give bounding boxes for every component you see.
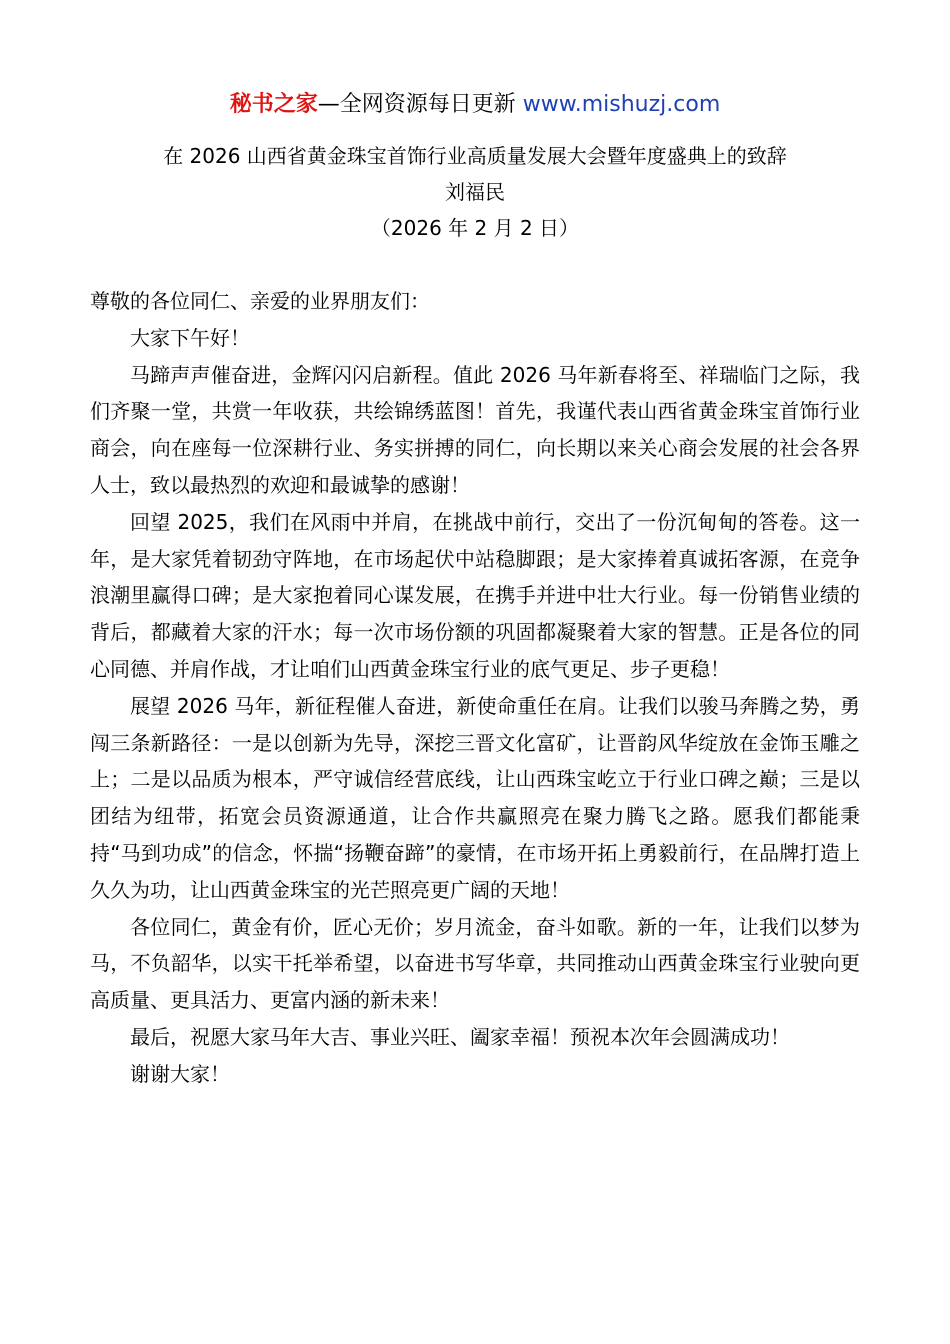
brand-name: 秘书之家 bbox=[229, 92, 318, 117]
speech-date: （2026 年 2 月 2 日） bbox=[370, 216, 580, 240]
paragraph-call-to-action: 各位同仁，黄金有价，匠心无价；岁月流金，奋斗如歌。新的一年，让我们以梦为马，不负韶华，以实干托举希望，以奋进书写华章，共同推动山西黄金珠宝行业驶向更高质量、更具活力、更富内涵的新未来！ bbox=[90, 914, 860, 1013]
paragraph-wishes: 最后，祝愿大家马年大吉、事业兴旺、阖家幸福！预祝本次年会圆满成功！ bbox=[130, 1024, 790, 1049]
document-title: 在 2026 山西省黄金珠宝首饰行业高质量发展大会暨年度盛典上的致辞 bbox=[163, 144, 787, 168]
banner-tagline: —全网资源每日更新 bbox=[317, 92, 516, 117]
paragraph-greeting: 大家下午好！ bbox=[130, 325, 250, 350]
paragraph-outlook: 展望 2026 马年，新征程催人奋进，新使命重任在肩。让我们以骏马奔腾之势，勇闯三条新路径：一是以创新为先导，深挖三晋文化富矿，让晋韵风华绽放在金饰玉雕之上；二是以品质为根本，严守诚信经营底线，让山西珠宝屹立于行业口碑之巅；三是以团结为纽带，拓宽会员资源通道，让合作共赢照亮在聚力腾飞之路。愿我们都能秉持“马到功成”的信念，怀揣“扬鞭奋蹄”的豪情，在市场开拓上勇毅前行，在品牌打造上久久为功，让山西黄金珠宝的光芒照亮更广阔的天地！ bbox=[90, 693, 860, 902]
title-block bbox=[0, 138, 950, 246]
speech-body bbox=[90, 283, 860, 1093]
paragraph-review: 回望 2025，我们在风雨中并肩，在挑战中前行，交出了一份沉甸甸的答卷。这一年，是大家凭着韧劲守阵地，在市场起伏中站稳脚跟；是大家捧着真诚拓客源，在竞争浪潮里赢得口碑；是大家抱着同心谋发展，在携手并进中壮大行业。每一份销售业绩的背后，都藏着大家的汗水；每一次市场份额的巩固都凝聚着大家的智慧。正是各位的同心同德、并肩作战，才让咱们山西黄金珠宝行业的底气更足、步子更稳！ bbox=[90, 509, 860, 681]
author-name: 刘福民 bbox=[445, 180, 505, 204]
paragraph-opening: 马蹄声声催奋进，金辉闪闪启新程。值此 2026 马年新春将至、祥瑞临门之际，我们齐聚一堂，共赏一年收获，共绘锦绣蓝图！首先，我谨代表山西省黄金珠宝首饰行业商会，向在座每一位深耕行业、务实拼搏的同仁，向长期以来关心商会发展的社会各界人士，致以最热烈的欢迎和最诚挚的感谢！ bbox=[90, 362, 860, 497]
site-banner bbox=[0, 88, 950, 122]
site-url-link[interactable]: www.mishuzj.com bbox=[522, 92, 721, 117]
salutation: 尊敬的各位同仁、亲爱的业界朋友们： bbox=[90, 289, 430, 313]
paragraph-thanks: 谢谢大家！ bbox=[130, 1061, 230, 1086]
